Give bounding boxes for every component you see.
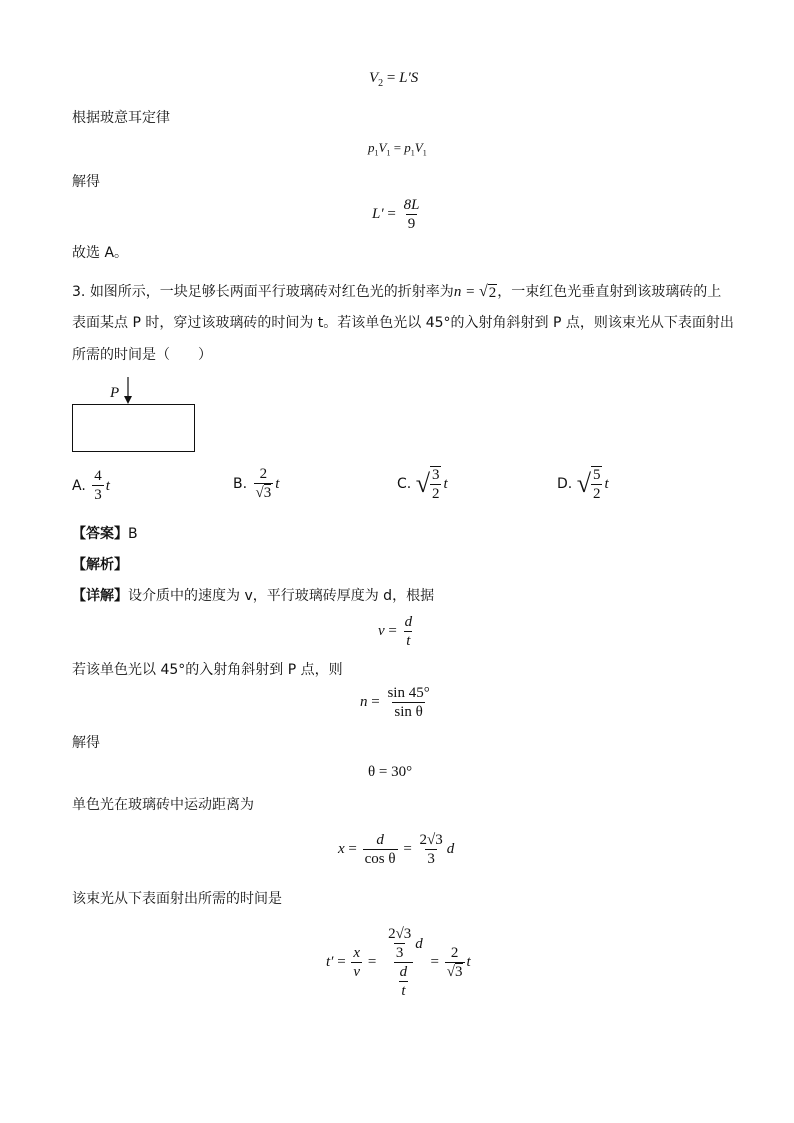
solve-label-2: 解得 [72,735,100,751]
question-line-1: 3. 如图所示，一块足够长两面平行玻璃砖对红色光的折射率为n = √ 2 ，一束红色光垂直射到该玻璃砖的上 [72,282,722,301]
diagram-point-label: P [110,385,120,401]
question-line-2: 表面某点 P 时，穿过该玻璃砖的时间为 t。若该单色光以 45°的入射角斜射到 P 点，则该束光从下表面射出 [72,315,734,331]
detail-line: 【详解】设介质中的速度为 v，平行玻璃砖厚度为 d，根据 [72,588,435,604]
distance-text: 单色光在玻璃砖中运动距离为 [72,797,254,813]
equation-lprime: L′ = $\frac{8L}{9}$ [372,197,420,232]
question-line-3: 所需的时间是（ ） [72,347,212,363]
equation-refraction: n = $\frac{\sin 45^\circ}{\text{sin θ}}$ [360,685,430,720]
option-d[interactable]: D. √ $\frac{5}{2}$ t [557,467,609,502]
option-b[interactable]: B. $\frac{2}{√3}$ t [233,466,280,501]
option-c[interactable]: C. √ $\frac{3}{2}$ t [397,467,448,502]
option-a[interactable]: A. $\frac{4}{3}$ t [72,468,110,503]
incident-ray-arrow [120,376,136,406]
glass-slab [72,404,195,452]
equation-time: t′ = $\frac{x}{v}$ = $\frac{2√3}{3}$ d $\frac{d}{t}$ = $\frac{2}{√3}$ t [326,926,471,999]
boyle-law-label: 根据玻意耳定律 [72,110,170,126]
equation-distance: x = $\frac{d}{\text{cos θ}}$ = $\frac{2√3}{3}$ d [338,832,455,867]
oblique-incidence-text: 若该单色光以 45°的入射角斜射到 P 点，则 [72,662,343,678]
conclusion-a: 故选 A。 [72,245,129,261]
solve-label-1: 解得 [72,174,100,190]
analysis-tag: 【解析】 [72,557,128,573]
equation-theta: θ = 30° [368,764,413,780]
equation-speed: v = $\frac{d}{t}$ [378,614,413,649]
answer-line: 【答案】B [72,526,138,542]
equation-boyle: $p_1V_1 = p_1V_1$ [368,140,427,158]
time-text: 该束光从下表面射出所需的时间是 [72,891,282,907]
equation-v2: $V_2 = L'S$ [369,70,419,89]
